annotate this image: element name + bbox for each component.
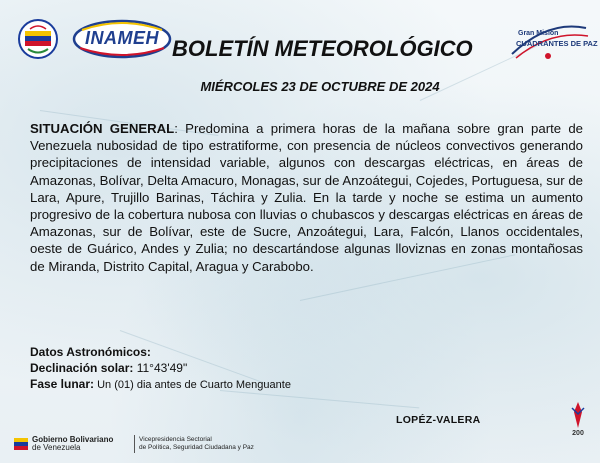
bicentenario-text: 200 <box>572 430 584 437</box>
bulletin-title: BOLETÍN METEOROLÓGICO <box>172 36 473 61</box>
fase-lunar-value: Un (01) dia antes de Cuarto Menguante <box>94 379 291 391</box>
venezuela-emblem-logo <box>16 18 60 60</box>
vice-line2: de Política, Seguridad Ciudadana y Paz <box>139 444 254 451</box>
footer-divider <box>134 435 135 453</box>
fase-lunar-label: Fase lunar: <box>30 377 95 391</box>
footer-government <box>14 434 314 454</box>
bulletin-date: MIÉRCOLES 23 DE OCTUBRE DE 2024 <box>200 79 440 94</box>
cuadrantes-de-paz-logo <box>508 16 598 62</box>
situacion-general-label: SITUACIÓN GENERAL <box>30 121 175 136</box>
inameh-logo <box>72 18 172 60</box>
mision-line2: CUADRANTES DE PAZ <box>516 39 598 48</box>
gob-line2: de Venezuela <box>32 443 81 452</box>
declinacion-value: 11°43'49" <box>133 361 188 375</box>
gob-line1: Gobierno Bolivariano <box>32 435 114 444</box>
gobierno-bolivariano-text <box>32 436 113 452</box>
vicepresidencia-text <box>139 436 254 452</box>
inameh-logo-text: INAMEH <box>85 28 159 48</box>
vice-line1: Vicepresidencia Sectorial <box>139 436 212 443</box>
datos-astronomicos <box>30 344 430 393</box>
situacion-general-text: : Predomina a primera horas de la mañana sobre gran parte de Venezuela nubosidad de tipo estratiforme, con presencia de núcleos convectivos generando precipitaciones de intensidad variable, algunos con descargas eléctricas, en áreas de Amazonas, Bolívar, Delta Amacuro, Monagas, sur de Anzoátegui, Cojedes, Portuguesa, sur de Lara, Apure, Trujillo Barinas, Táchira y Zulia. En la tarde y noche se estima un aumento progresivo de la cobertura nubosa con lluvias o chubascos y descargas eléctricas en áreas de Amazonas, sur de Bolívar, este de Sucre, Anzoátegui, Lara, Falcón, Llanos occidentales, oeste de Guárico, Andes y Zulia; no descartándose algunas lloviznas en zonas montañosas de Miranda, Distrito Capital, Aragua y Carabobo. <box>30 121 584 274</box>
bicentenario-logo <box>566 400 590 454</box>
author-signature: LOPÉZ-VALERA <box>396 414 481 426</box>
venezuela-flag-icon <box>14 437 28 449</box>
declinacion-label: Declinación solar: <box>30 361 134 375</box>
mision-line1: Gran Misión <box>518 30 559 37</box>
situacion-general-paragraph <box>30 120 583 275</box>
astronomicos-heading: Datos Astronómicos: <box>30 345 151 359</box>
